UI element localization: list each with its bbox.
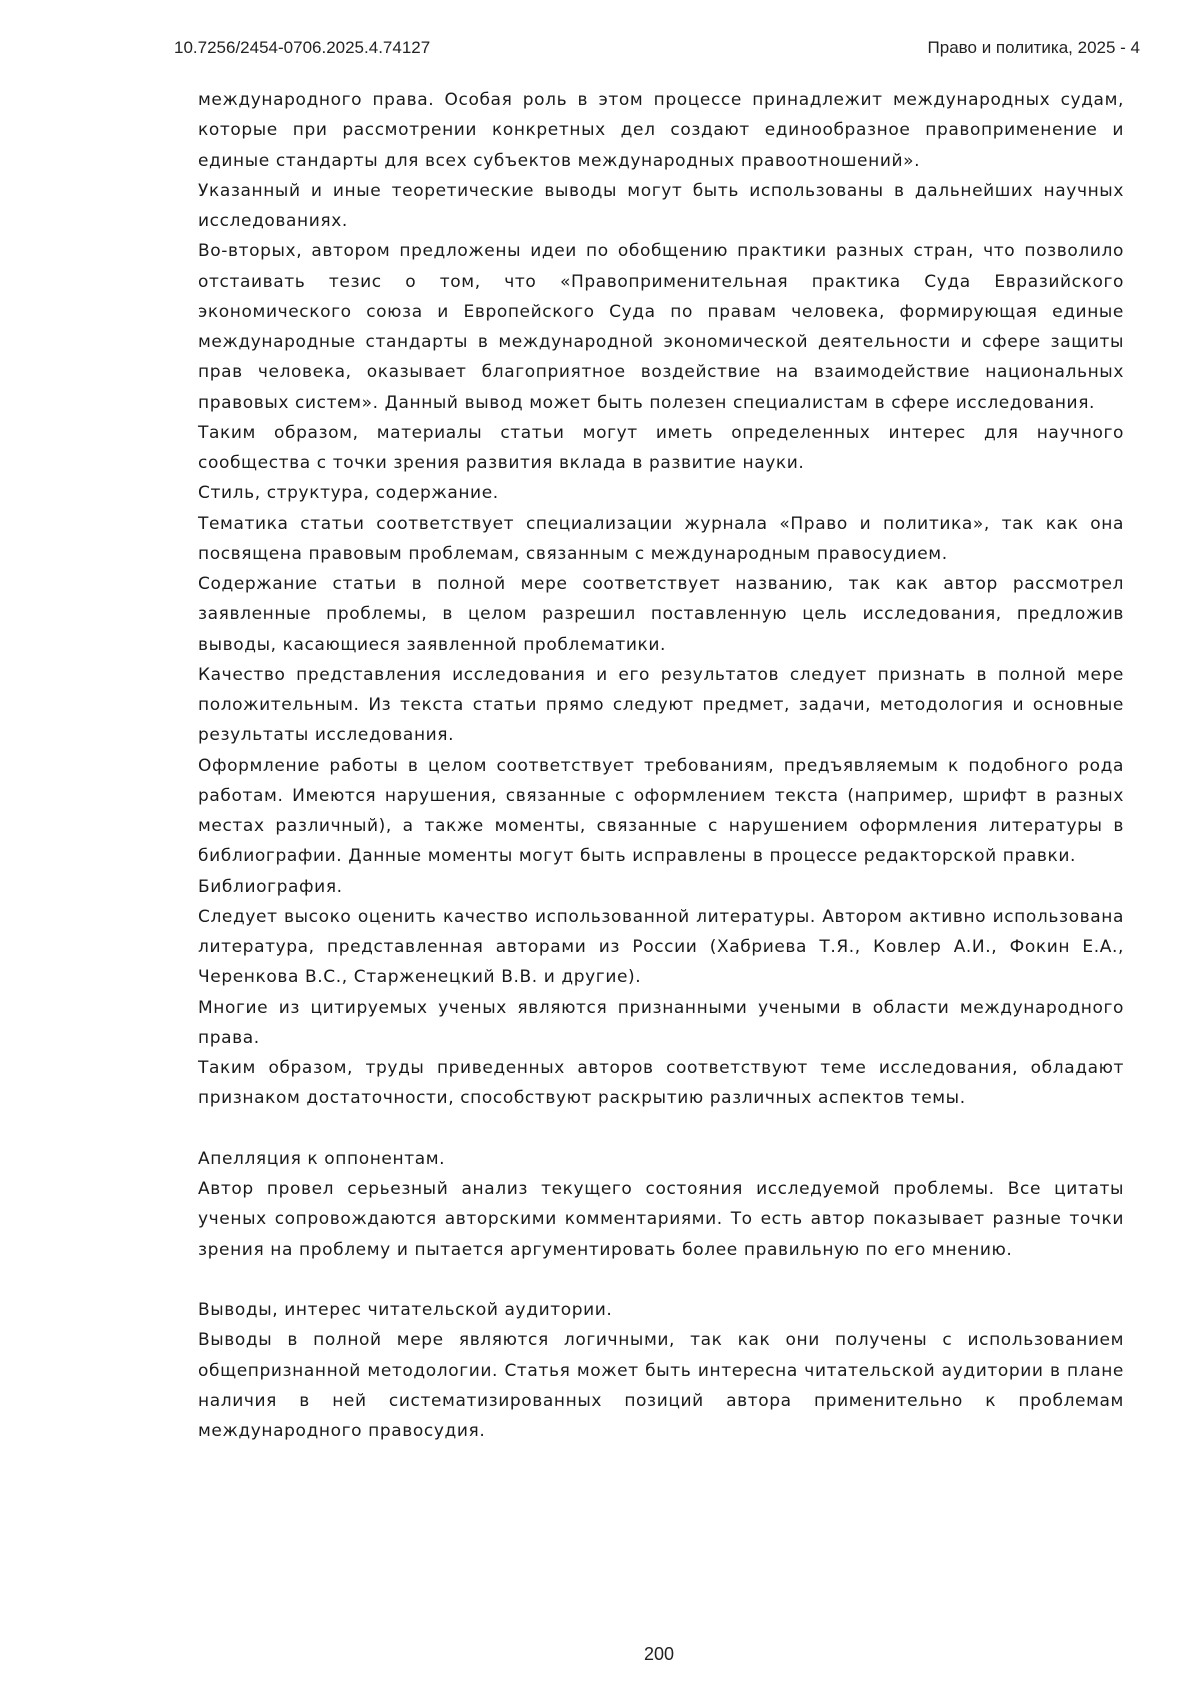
paragraph: Таким образом, материалы статьи могут иметь определенных интерес для научного сообщества с точки зрения развития вклада в развитие науки. [198,418,1124,479]
paragraph: Автор провел серьезный анализ текущего состояния исследуемой проблемы. Все цитаты ученых сопровождаются авторскими комментариями. То есть автор показывает разные точки зрения на проблему и пытается аргументировать более правильную по его мнению. [198,1174,1124,1265]
article-body [198,85,1124,1446]
paragraph: Многие из цитируемых ученых являются признанными учеными в области международного права. [198,993,1124,1054]
page-number: 200 [0,1644,1200,1665]
doi-label: 10.7256/2454-0706.2025.4.74127 [174,38,430,58]
journal-issue-label: Право и политика, 2025 - 4 [928,38,1140,58]
section-heading-bibliography: Библиография. [198,872,1124,902]
section-heading-style: Стиль, структура, содержание. [198,478,1124,508]
paragraph: Тематика статьи соответствует специализации журнала «Право и политика», так как она посвящена правовым проблемам, связанным с международным правосудием. [198,509,1124,570]
paragraph: Выводы в полной мере являются логичными, так как они получены с использованием общепризнанной методологии. Статья может быть интересна читательской аудитории в плане наличия в ней систематизированных позиций автора применительно к проблемам международного правосудия. [198,1325,1124,1446]
paragraph: Качество представления исследования и его результатов следует признать в полной мере положительным. Из текста статьи прямо следуют предмет, задачи, методология и основные результаты исследования. [198,660,1124,751]
paragraph: Содержание статьи в полной мере соответствует названию, так как автор рассмотрел заявленные проблемы, в целом разрешил поставленную цель исследования, предложив выводы, касающиеся заявленной проблематики. [198,569,1124,660]
section-heading-opponents: Апелляция к оппонентам. [198,1144,1124,1174]
blank-line [198,1114,1124,1144]
section-heading-conclusions: Выводы, интерес читательской аудитории. [198,1295,1124,1325]
blank-line [198,1265,1124,1295]
paragraph: Таким образом, труды приведенных авторов соответствуют теме исследования, обладают признаком достаточности, способствуют раскрытию различных аспектов темы. [198,1053,1124,1114]
paragraph: Во-вторых, автором предложены идеи по обобщению практики разных стран, что позволило отстаивать тезис о том, что «Правоприменительная практика Суда Евразийского экономического союза и Европейского Суда по правам человека, формирующая единые международные стандарты в международной экономической деятельности и сфере защиты прав человека, оказывает благоприятное воздействие на взаимодействие национальных правовых систем». Данный вывод может быть полезен специалистам в сфере исследования. [198,236,1124,418]
paragraph: Следует высоко оценить качество использованной литературы. Автором активно использована литература, представленная авторами из России (Хабриева Т.Я., Ковлер А.И., Фокин Е.А., Черенкова В.С., Старженецкий В.В. и другие). [198,902,1124,993]
paragraph: международного права. Особая роль в этом процессе принадлежит международных судам, которые при рассмотрении конкретных дел создают единообразное правоприменение и единые стандарты для всех субъектов международных правоотношений». [198,85,1124,176]
page-header [174,38,1140,62]
paragraph: Указанный и иные теоретические выводы могут быть использованы в дальнейших научных исследованиях. [198,176,1124,237]
paragraph: Оформление работы в целом соответствует требованиям, предъявляемым к подобного рода работам. Имеются нарушения, связанные с оформлением текста (например, шрифт в разных местах различный), а также моменты, связанные с нарушением оформления литературы в библиографии. Данные моменты могут быть исправлены в процессе редакторской правки. [198,751,1124,872]
